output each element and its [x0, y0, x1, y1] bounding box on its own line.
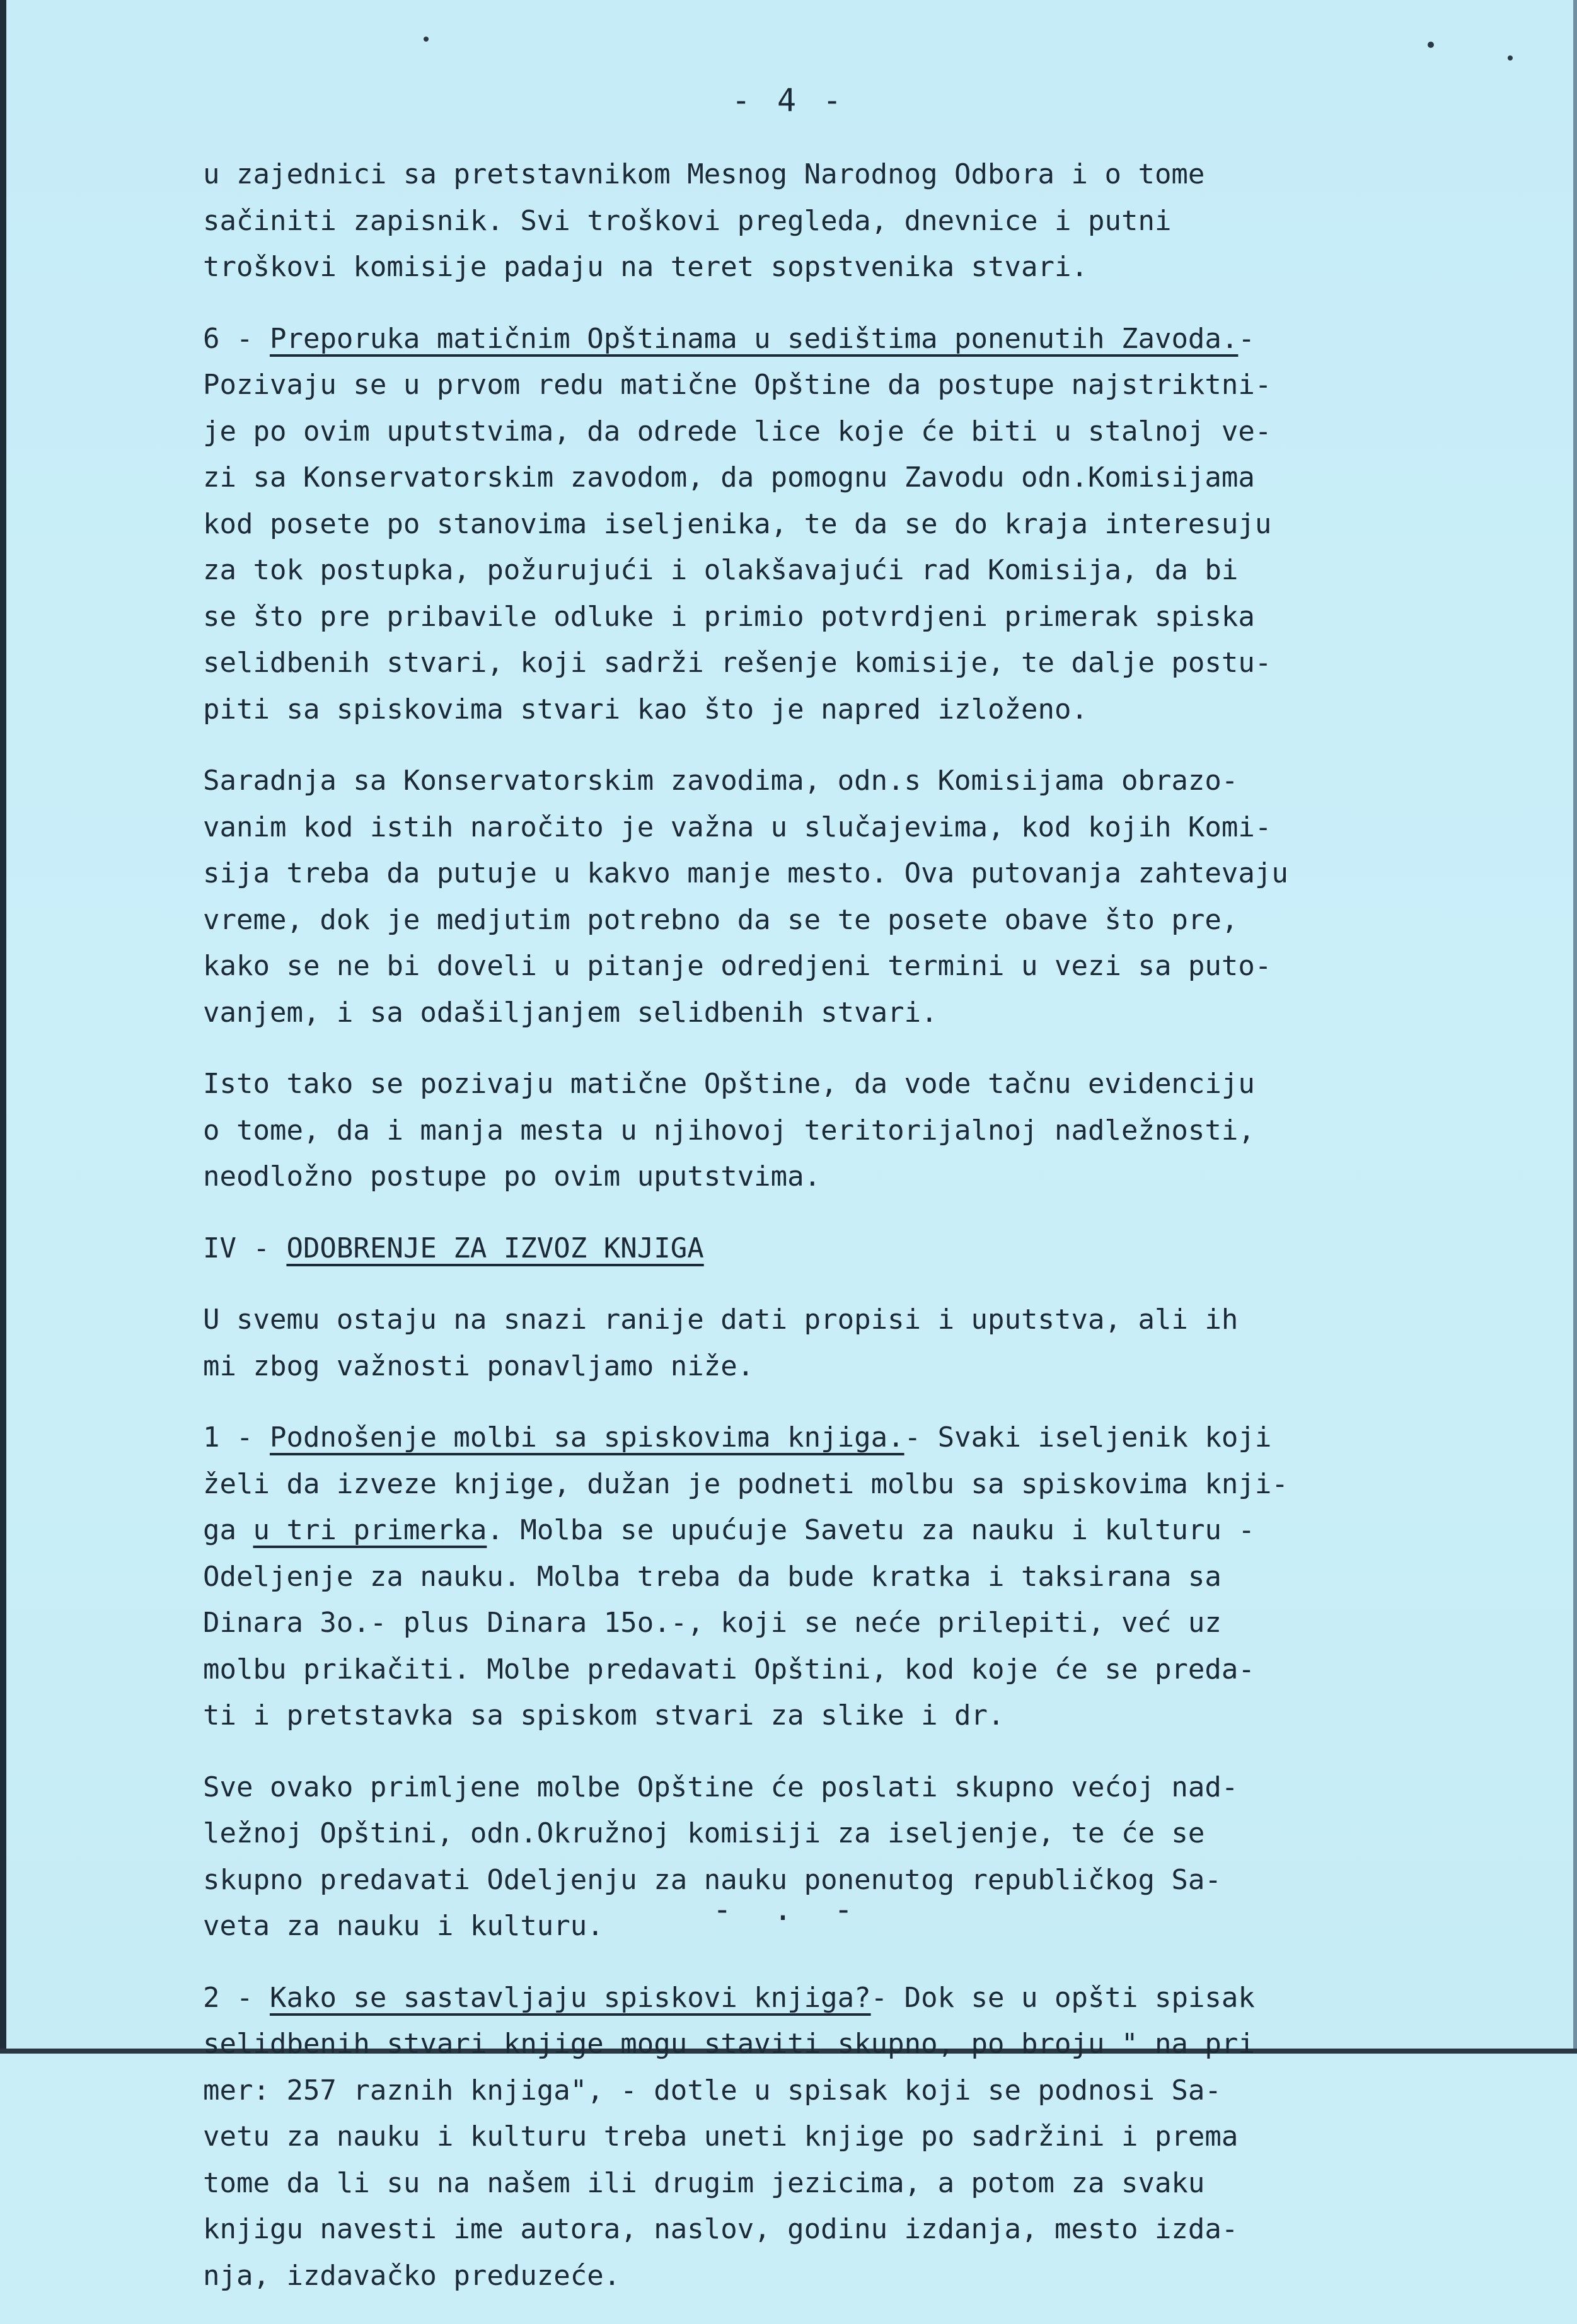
text-segment: 6 - [203, 322, 270, 355]
text-line [203, 1461, 1473, 1508]
text-line [203, 547, 1473, 594]
text-segment: neodložno postupe po ovim uputstvima. [203, 1160, 821, 1193]
underlined-heading: u tri primerka [253, 1514, 487, 1546]
scan-edge-left [0, 0, 6, 2054]
text-segment: . Molba se upućuje Savetu za nauku i kulturu - [487, 1514, 1255, 1546]
text-segment: se što pre pribavile odluke i primio potvrdjeni primerak spiska [203, 600, 1255, 633]
text-line [203, 1061, 1473, 1107]
paragraph [203, 758, 1473, 1036]
text-line [203, 2021, 1473, 2067]
text-line [203, 897, 1473, 944]
text-line [203, 1764, 1473, 1811]
text-segment: ti i pretstavka sa spiskom stvari za slike i dr. [203, 1699, 1005, 1731]
text-line [203, 640, 1473, 686]
text-segment: sija treba da putuje u kakvo manje mesto. Ova putovanja zahtevaju [203, 857, 1288, 889]
underlined-heading: Podnošenje molbi sa spiskovima knjiga. [269, 1421, 904, 1454]
page-number: - 4 - [731, 82, 846, 119]
text-line [203, 1343, 1473, 1390]
text-line [203, 1600, 1473, 1646]
text-line [203, 943, 1473, 990]
text-line [203, 1153, 1473, 1200]
text-line [203, 686, 1473, 733]
text-segment: za tok postupka, požurujući i olakšavajući rad Komisija, da bi [203, 554, 1239, 586]
text-segment: Sve ovako primljene molbe Opštine će poslati skupno većoj nad- [203, 1771, 1239, 1803]
paragraph [203, 1414, 1473, 1739]
text-segment: ležnoj Opštini, odn.Okružnoj komisiji za iseljenje, te će se [203, 1817, 1205, 1849]
text-segment: Pozivaju se u prvom redu matične Opštine da postupe najstriktni- [203, 369, 1272, 401]
text-line [203, 758, 1473, 804]
text-line [203, 2160, 1473, 2207]
paragraph [203, 151, 1473, 291]
continuation-mark: - . - [712, 1891, 865, 1928]
text-segment: tome da li su na našem ili drugim jezicima, a potom za svaku [203, 2166, 1205, 2199]
text-line [203, 990, 1473, 1036]
text-segment: vanjem, i sa odašiljanjem selidbenih stvari. [203, 996, 938, 1029]
text-segment: U svemu ostaju na snazi ranije dati propisi i uputstva, ali ih [203, 1304, 1239, 1336]
text-segment: o tome, da i manja mesta u njihovoj teritorijalnoj nadležnosti, [203, 1114, 1255, 1147]
scan-speck [1428, 42, 1434, 48]
paragraph [203, 1061, 1473, 1200]
scan-edge-right [1573, 0, 1577, 2054]
text-segment: Odeljenje za nauku. Molba treba da bude kratka i taksirana sa [203, 1560, 1222, 1593]
text-line [203, 244, 1473, 291]
text-line [203, 1646, 1473, 1693]
text-segment: želi da izveze knjige, dužan je podneti molbu sa spiskovima knji- [203, 1467, 1288, 1500]
text-segment: selidbenih stvari, koji sadrži rešenje komisije, te dalje postu- [203, 647, 1272, 679]
underlined-heading: Preporuka matičnim Opštinama u sedištima ponenutih Zavoda. [269, 322, 1239, 355]
text-line [203, 454, 1473, 501]
text-line [203, 1507, 1473, 1554]
paragraph [203, 1297, 1473, 1389]
text-segment: selidbenih stvari knjige mogu staviti skupno, po broju " na pri [203, 2028, 1255, 2060]
text-line [203, 1554, 1473, 1600]
text-line [203, 1297, 1473, 1343]
text-segment: vreme, dok je medjutim potrebno da se te posete obave što pre, [203, 903, 1239, 936]
text-segment: Dinara 3o.- plus Dinara 15o.-, koji se neće prilepiti, već uz [203, 1607, 1222, 1639]
text-line [203, 1414, 1473, 1461]
text-line [203, 2253, 1473, 2299]
text-segment: IV - [203, 1232, 287, 1264]
text-line [203, 501, 1473, 548]
text-segment: molbu prikačiti. Molbe predavati Opštini, kod koje će se preda- [203, 1653, 1255, 1685]
text-line [203, 850, 1473, 897]
text-line [203, 316, 1473, 362]
scan-speck [1508, 55, 1513, 61]
text-segment: 2 - [203, 1981, 270, 2014]
text-line [203, 2113, 1473, 2160]
document-body [203, 151, 1473, 2324]
text-segment: - Svaki iseljenik koji [904, 1421, 1272, 1454]
text-line [203, 2206, 1473, 2253]
text-segment: mer: 257 raznih knjiga", - dotle u spisak koji se podnosi Sa- [203, 2074, 1222, 2107]
text-segment: nja, izdavačko preduzeće. [203, 2259, 621, 2292]
text-segment: knjigu navesti ime autora, naslov, godinu izdanja, mesto izda- [203, 2213, 1239, 2245]
underlined-heading: ODOBRENJE ZA IZVOZ KNJIGA [286, 1232, 704, 1264]
text-segment: Saradnja sa Konservatorskim zavodima, odn.s Komisijama obrazo- [203, 765, 1239, 797]
text-line [203, 594, 1473, 640]
text-segment: zi sa Konservatorskim zavodom, da pomognu Zavodu odn.Komisijama [203, 461, 1255, 494]
text-line [203, 408, 1473, 455]
text-line [203, 1975, 1473, 2021]
text-segment: sačiniti zapisnik. Svi troškovi pregleda, dnevnice i putni [203, 204, 1172, 237]
text-segment: veta za nauku i kulturu. [203, 1910, 604, 1942]
paragraph [203, 316, 1473, 733]
text-segment: Isto tako se pozivaju matične Opštine, da vode tačnu evidenciju [203, 1068, 1255, 1100]
text-segment: kako se ne bi doveli u pitanje odredjeni termini u vezi sa puto- [203, 950, 1272, 982]
text-segment: - Dok se u opšti spisak [870, 1981, 1255, 2014]
text-segment: piti sa spiskovima stvari kao što je napred izloženo. [203, 693, 1088, 726]
text-line [203, 1810, 1473, 1857]
scan-speck [424, 37, 429, 42]
text-line [203, 1225, 1473, 1272]
text-segment: vetu za nauku i kulturu treba uneti knjige po sadržini i prema [203, 2120, 1239, 2153]
text-line [203, 804, 1473, 851]
text-segment: ga [203, 1514, 253, 1546]
paragraph [203, 1225, 1473, 1272]
text-line [203, 1692, 1473, 1739]
text-segment: troškovi komisije padaju na teret sopstvenika stvari. [203, 251, 1088, 283]
text-segment: - [1238, 322, 1255, 355]
text-segment: 1 - [203, 1421, 270, 1454]
text-line [203, 151, 1473, 198]
text-line [203, 1107, 1473, 1154]
text-segment: skupno predavati Odeljenju za nauku ponenutog republičkog Sa- [203, 1863, 1222, 1896]
text-segment: u zajednici sa pretstavnikom Mesnog Narodnog Odbora i o tome [203, 158, 1205, 190]
underlined-heading: Kako se sastavljaju spiskovi knjiga? [269, 1981, 871, 2014]
text-line [203, 198, 1473, 245]
text-line [203, 362, 1473, 408]
text-segment: kod posete po stanovima iseljenika, te da se do kraja interesuju [203, 507, 1272, 540]
text-segment: vanim kod istih naročito je važna u slučajevima, kod kojih Komi- [203, 811, 1272, 843]
text-segment: mi zbog važnosti ponavljamo niže. [203, 1350, 754, 1382]
text-line [203, 2067, 1473, 2114]
paragraph [203, 1975, 1473, 2299]
text-segment: je po ovim uputstvima, da odrede lice koje će biti u stalnoj ve- [203, 415, 1272, 448]
